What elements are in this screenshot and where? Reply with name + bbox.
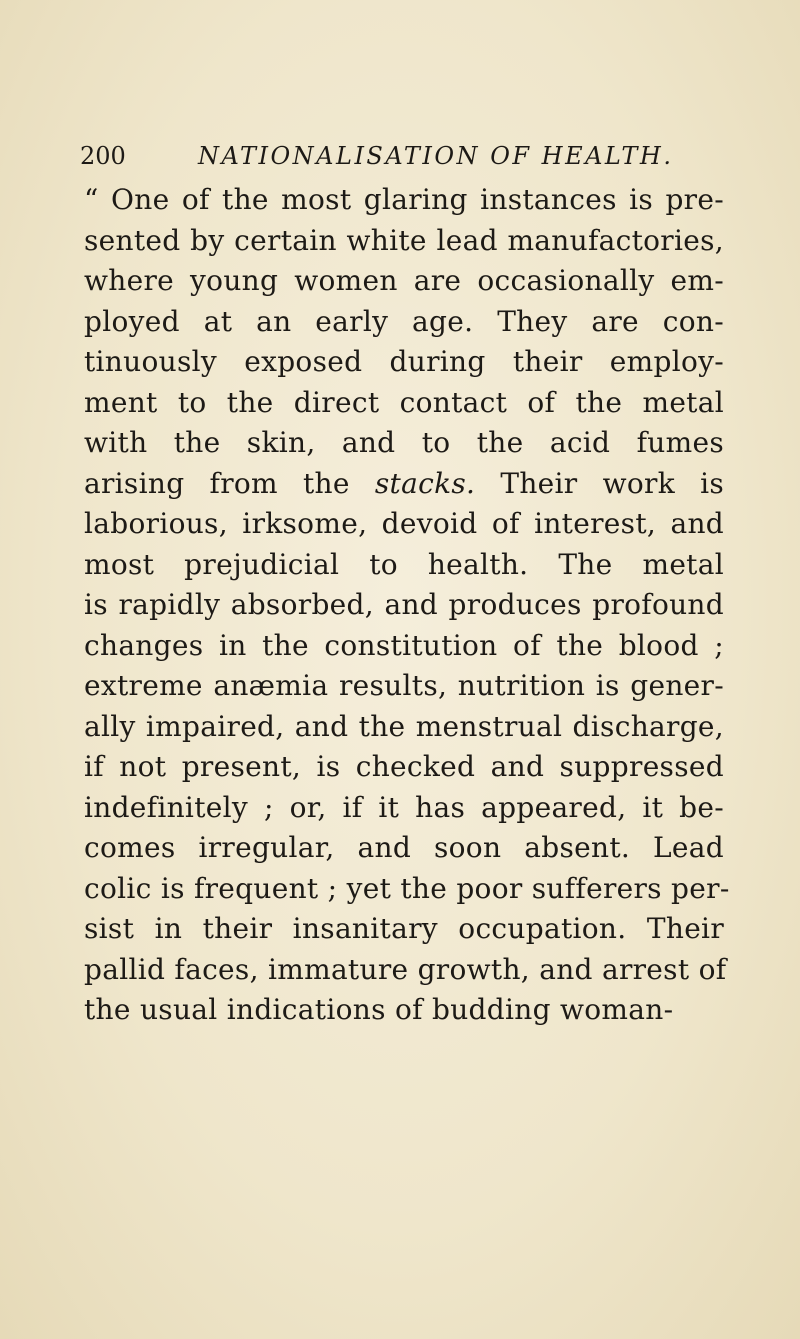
text-segment: arising from the [84,466,350,500]
text-line: ally impaired, and the menstrual discharge, [84,709,724,743]
text-line: extreme anæmia results, nutrition is gener- [84,669,724,702]
text-line: tinuously exposed during their employ- [84,345,724,378]
text-line: sented by certain white lead manufactories, [84,223,724,257]
text-line: if not present, is checked and suppressed [84,750,724,783]
running-head [80,136,720,176]
text-line: “ One of the most glaring instances is pre- [84,183,724,216]
running-title: NATIONALISATION OF HEALTH. [198,142,674,170]
text-line: where young women are occasionally em- [84,264,724,297]
text-line: most prejudicial to health. The metal [84,547,724,581]
text-line: the usual indications of budding woman- [84,993,674,1026]
text-line: sist in their insanitary occupation. Their [84,912,724,945]
text-line: changes in the constitution of the blood ; [84,628,724,662]
text-line: is rapidly absorbed, and produces profound [84,588,724,621]
text-line: ployed at an early age. They are con- [84,304,724,338]
text-line: laborious, irksome, devoid of interest, and [84,507,724,540]
page-number: 200 [80,142,126,170]
text-line: comes irregular, and soon absent. Lead [84,831,724,864]
text-segment: Their work is [500,466,725,500]
text-line-mixed [84,464,724,505]
body-text [84,180,730,1031]
text-line: colic is frequent ; yet the poor sufferers per- [84,871,730,905]
text-line: pallid faces, immature growth, and arrest of [84,952,727,986]
italic-word: stacks. [374,466,476,500]
text-line: ment to the direct contact of the metal [84,385,724,419]
text-line: with the skin, and to the acid fumes [84,426,724,459]
text-line: indefinitely ; or, if it has appeared, it be- [84,790,724,824]
